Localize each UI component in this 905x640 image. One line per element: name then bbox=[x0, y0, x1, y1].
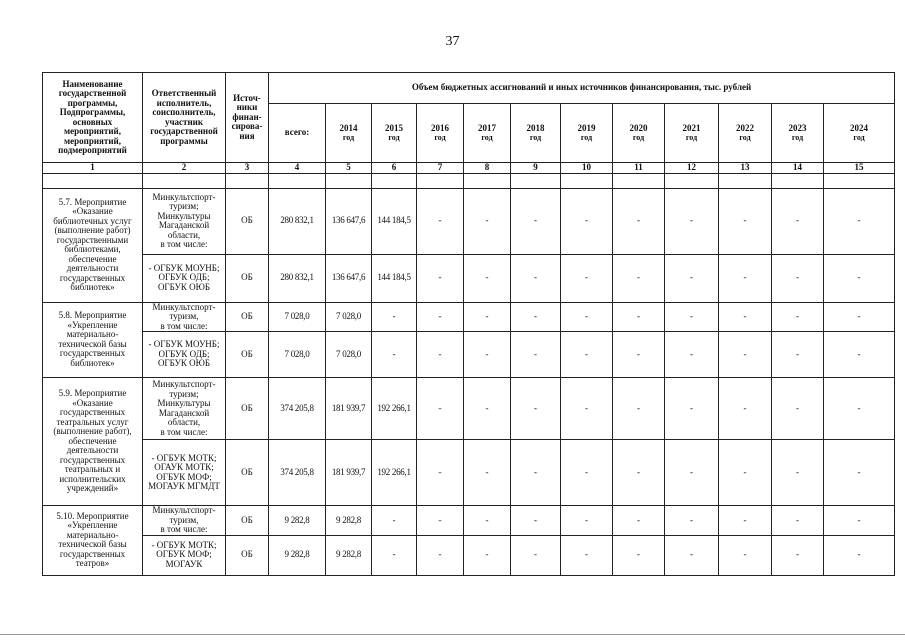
value-2024-cell: - bbox=[824, 535, 895, 575]
event-name: 5.9. Мероприятие «Оказание государственных театральных услуг (выполнение работ), обеспечение деятельности государственных театральных и исполнительских учреждений» bbox=[43, 378, 143, 506]
column-number: 14 bbox=[772, 163, 824, 174]
table-row bbox=[43, 535, 895, 575]
value-2024-cell: - bbox=[824, 302, 895, 332]
source-cell: ОБ bbox=[226, 535, 269, 575]
header-year: 2018 год bbox=[511, 104, 561, 163]
total-cell: 374 205,8 bbox=[269, 440, 326, 506]
header-year: 2023 год bbox=[772, 104, 824, 163]
table-row bbox=[43, 332, 895, 378]
value-2020-cell: - bbox=[613, 332, 665, 378]
responsible-cell bbox=[143, 506, 226, 536]
value-2015-cell: 144 184,5 bbox=[372, 254, 417, 302]
value-2019-cell: - bbox=[561, 302, 613, 332]
responsible-cell bbox=[143, 535, 226, 575]
value-2017-cell: - bbox=[464, 302, 511, 332]
data-rows bbox=[43, 188, 895, 575]
total-cell: 9 282,8 bbox=[269, 535, 326, 575]
column-number: 12 bbox=[665, 163, 719, 174]
value-2024-cell: - bbox=[824, 440, 895, 506]
value-2024-cell: - bbox=[824, 332, 895, 378]
responsible-line: - ОГБУК МОТК; bbox=[151, 539, 217, 550]
header-year: 2021 год bbox=[665, 104, 719, 163]
column-number: 10 bbox=[561, 163, 613, 174]
responsible-line: - ОГБУК МОУНБ; bbox=[148, 339, 220, 350]
value-2024-cell: - bbox=[824, 254, 895, 302]
responsible-line: в том числе: bbox=[160, 320, 208, 331]
responsible-line: Минкультспорт-туризм; bbox=[152, 191, 216, 211]
responsible-line: - ОГБУК МОУНБ; bbox=[148, 262, 220, 273]
column-number: 7 bbox=[417, 163, 464, 174]
value-2016-cell: - bbox=[417, 254, 464, 302]
responsible-line: Минкультуры Магаданской области, bbox=[157, 398, 211, 427]
responsible-line: ОГБУК ОЮБ bbox=[157, 358, 211, 369]
value-2022-cell: - bbox=[719, 378, 772, 440]
header-responsible: Ответственный исполнитель, соисполнитель, участник государственной программы bbox=[143, 73, 226, 163]
value-2021-cell: - bbox=[665, 506, 719, 536]
value-2014-cell: 181 939,7 bbox=[326, 440, 372, 506]
responsible-line: МОГАУК МГМДТ bbox=[148, 481, 220, 491]
responsible-cell bbox=[143, 188, 226, 254]
header-year: 2022 год bbox=[719, 104, 772, 163]
value-2014-cell: 136 647,6 bbox=[326, 188, 372, 254]
responsible-line: ОГБУК МОФ; bbox=[156, 471, 212, 482]
value-2017-cell: - bbox=[464, 440, 511, 506]
header-year: 2014 год bbox=[326, 104, 372, 163]
value-2020-cell: - bbox=[613, 302, 665, 332]
header-source: Источ-ники финан-сирова-ния bbox=[226, 73, 269, 163]
value-2021-cell: - bbox=[665, 535, 719, 575]
value-2017-cell: - bbox=[464, 332, 511, 378]
value-2017-cell: - bbox=[464, 188, 511, 254]
event-name: 5.10. Мероприятие «Укрепление материально-технической базы государственных театров» bbox=[43, 506, 143, 576]
value-2023-cell: - bbox=[772, 378, 824, 440]
table-row bbox=[43, 188, 895, 254]
column-number: 3 bbox=[226, 163, 269, 174]
source-cell: ОБ bbox=[226, 332, 269, 378]
source-cell: ОБ bbox=[226, 378, 269, 440]
responsible-cell bbox=[143, 254, 226, 302]
value-2020-cell: - bbox=[613, 506, 665, 536]
column-number: 6 bbox=[372, 163, 417, 174]
value-2018-cell: - bbox=[511, 535, 561, 575]
source-cell: ОБ bbox=[226, 188, 269, 254]
responsible-line: ОГАУК МОТК; bbox=[154, 462, 214, 472]
header-row-top bbox=[43, 73, 895, 104]
value-2015-cell: - bbox=[372, 535, 417, 575]
value-2024-cell: - bbox=[824, 378, 895, 440]
value-2020-cell: - bbox=[613, 378, 665, 440]
value-2016-cell: - bbox=[417, 188, 464, 254]
value-2019-cell: - bbox=[561, 378, 613, 440]
responsible-line: Минкультспорт-туризм, bbox=[152, 505, 216, 525]
value-2018-cell: - bbox=[511, 440, 561, 506]
responsible-cell bbox=[143, 332, 226, 378]
responsible-line: МОГАУК bbox=[165, 558, 203, 569]
value-2015-cell: - bbox=[372, 302, 417, 332]
value-2022-cell: - bbox=[719, 332, 772, 378]
responsible-cell bbox=[143, 378, 226, 440]
value-2019-cell: - bbox=[561, 188, 613, 254]
value-2016-cell: - bbox=[417, 535, 464, 575]
header-total: всего: bbox=[269, 104, 326, 163]
header-name: Наименование государственной программы, Подпрограммы, основных мероприятий, мероприятий, подмероприятий bbox=[43, 73, 143, 163]
value-2017-cell: - bbox=[464, 535, 511, 575]
value-2014-cell: 9 282,8 bbox=[326, 535, 372, 575]
responsible-line: - ОГБУК МОТК; bbox=[151, 452, 217, 463]
responsible-line: ОГБУК ОЮБ bbox=[157, 281, 211, 292]
value-2022-cell: - bbox=[719, 506, 772, 536]
value-2021-cell: - bbox=[665, 254, 719, 302]
budget-table bbox=[42, 72, 895, 576]
responsible-line: ОГБУК МОФ; bbox=[156, 549, 212, 560]
header-year: 2015 год bbox=[372, 104, 417, 163]
value-2014-cell: 9 282,8 bbox=[326, 506, 372, 536]
value-2023-cell: - bbox=[772, 440, 824, 506]
value-2024-cell: - bbox=[824, 506, 895, 536]
value-2016-cell: - bbox=[417, 378, 464, 440]
header-year: 2016 год bbox=[417, 104, 464, 163]
header-year: 2020 год bbox=[613, 104, 665, 163]
value-2022-cell: - bbox=[719, 302, 772, 332]
responsible-line: в том числе: bbox=[160, 239, 208, 249]
column-number: 8 bbox=[464, 163, 511, 174]
responsible-line: Минкультспорт-туризм, bbox=[152, 302, 216, 321]
responsible-line: ОГБУК ОДБ; bbox=[158, 272, 210, 283]
value-2014-cell: 181 939,7 bbox=[326, 378, 372, 440]
value-2020-cell: - bbox=[613, 254, 665, 302]
table-row bbox=[43, 506, 895, 536]
value-2015-cell: 192 266,1 bbox=[372, 440, 417, 506]
value-2019-cell: - bbox=[561, 506, 613, 536]
value-2021-cell: - bbox=[665, 440, 719, 506]
value-2022-cell: - bbox=[719, 188, 772, 254]
total-cell: 374 205,8 bbox=[269, 378, 326, 440]
value-2019-cell: - bbox=[561, 535, 613, 575]
value-2021-cell: - bbox=[665, 332, 719, 378]
value-2018-cell: - bbox=[511, 506, 561, 536]
value-2015-cell: 144 184,5 bbox=[372, 188, 417, 254]
value-2017-cell: - bbox=[464, 506, 511, 536]
value-2023-cell: - bbox=[772, 188, 824, 254]
total-cell: 280 832,1 bbox=[269, 188, 326, 254]
header-year: 2024 год bbox=[824, 104, 895, 163]
column-number: 15 bbox=[824, 163, 895, 174]
responsible-line: в том числе: bbox=[160, 524, 208, 534]
value-2024-cell: - bbox=[824, 188, 895, 254]
value-2020-cell: - bbox=[613, 188, 665, 254]
header-volume: Объем бюджетных ассигнований и иных источников финансирования, тыс. рублей bbox=[269, 73, 895, 104]
value-2023-cell: - bbox=[772, 332, 824, 378]
header-year: 2017 год bbox=[464, 104, 511, 163]
column-number: 9 bbox=[511, 163, 561, 174]
value-2023-cell: - bbox=[772, 302, 824, 332]
column-number: 5 bbox=[326, 163, 372, 174]
responsible-line: ОГБУК ОДБ; bbox=[158, 348, 210, 359]
value-2015-cell: - bbox=[372, 506, 417, 536]
total-cell: 7 028,0 bbox=[269, 332, 326, 378]
page-bottom-rule bbox=[0, 634, 905, 635]
value-2020-cell: - bbox=[613, 535, 665, 575]
column-number-row bbox=[43, 163, 895, 174]
event-name: 5.7. Мероприятие «Оказание библиотечных услуг (выполнение работ) государственными библиотеками, обеспечение деятельности государственных библиотек» bbox=[43, 188, 143, 302]
total-cell: 7 028,0 bbox=[269, 302, 326, 332]
value-2016-cell: - bbox=[417, 440, 464, 506]
value-2021-cell: - bbox=[665, 302, 719, 332]
value-2016-cell: - bbox=[417, 506, 464, 536]
value-2022-cell: - bbox=[719, 440, 772, 506]
total-cell: 280 832,1 bbox=[269, 254, 326, 302]
value-2020-cell: - bbox=[613, 440, 665, 506]
value-2014-cell: 7 028,0 bbox=[326, 302, 372, 332]
value-2015-cell: - bbox=[372, 332, 417, 378]
value-2014-cell: 7 028,0 bbox=[326, 332, 372, 378]
value-2016-cell: - bbox=[417, 302, 464, 332]
responsible-line: Минкультуры Магаданской области, bbox=[157, 210, 211, 240]
value-2017-cell: - bbox=[464, 254, 511, 302]
value-2021-cell: - bbox=[665, 378, 719, 440]
spacer-row bbox=[43, 173, 895, 188]
table-row bbox=[43, 302, 895, 332]
value-2018-cell: - bbox=[511, 188, 561, 254]
table-row bbox=[43, 254, 895, 302]
value-2019-cell: - bbox=[561, 332, 613, 378]
event-name: 5.8. Мероприятие «Укрепление материально-технической базы государственных библиотек» bbox=[43, 302, 143, 378]
value-2018-cell: - bbox=[511, 302, 561, 332]
value-2019-cell: - bbox=[561, 254, 613, 302]
responsible-cell bbox=[143, 302, 226, 332]
value-2023-cell: - bbox=[772, 506, 824, 536]
value-2018-cell: - bbox=[511, 378, 561, 440]
value-2016-cell: - bbox=[417, 332, 464, 378]
value-2018-cell: - bbox=[511, 254, 561, 302]
value-2018-cell: - bbox=[511, 332, 561, 378]
responsible-cell bbox=[143, 440, 226, 506]
value-2022-cell: - bbox=[719, 535, 772, 575]
value-2015-cell: 192 266,1 bbox=[372, 378, 417, 440]
responsible-line: в том числе: bbox=[160, 426, 208, 437]
total-cell: 9 282,8 bbox=[269, 506, 326, 536]
value-2023-cell: - bbox=[772, 535, 824, 575]
source-cell: ОБ bbox=[226, 254, 269, 302]
value-2014-cell: 136 647,6 bbox=[326, 254, 372, 302]
value-2023-cell: - bbox=[772, 254, 824, 302]
column-number: 11 bbox=[613, 163, 665, 174]
page-number: 37 bbox=[445, 34, 460, 49]
value-2021-cell: - bbox=[665, 188, 719, 254]
column-number: 2 bbox=[143, 163, 226, 174]
responsible-line: Минкультспорт-туризм; bbox=[152, 379, 216, 399]
value-2022-cell: - bbox=[719, 254, 772, 302]
value-2017-cell: - bbox=[464, 378, 511, 440]
column-number: 13 bbox=[719, 163, 772, 174]
column-number: 1 bbox=[43, 163, 143, 174]
column-number: 4 bbox=[269, 163, 326, 174]
value-2019-cell: - bbox=[561, 440, 613, 506]
source-cell: ОБ bbox=[226, 440, 269, 506]
source-cell: ОБ bbox=[226, 506, 269, 536]
table-row bbox=[43, 440, 895, 506]
source-cell: ОБ bbox=[226, 302, 269, 332]
header-year: 2019 год bbox=[561, 104, 613, 163]
table-row bbox=[43, 378, 895, 440]
